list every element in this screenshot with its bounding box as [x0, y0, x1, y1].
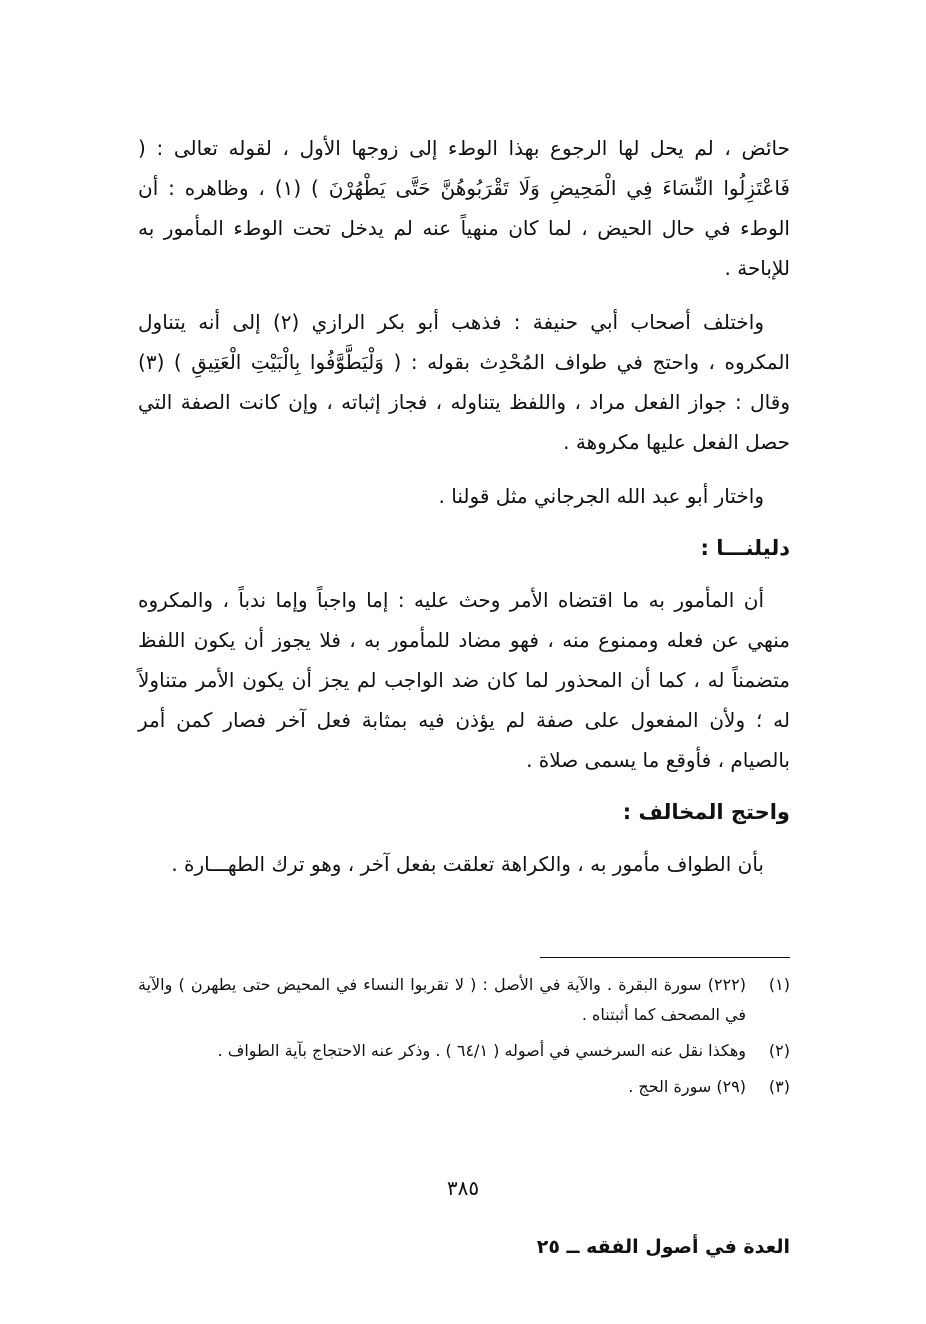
- evidence-paragraph: أن المأمور به ما اقتضاه الأمر وحث عليه : إما واجباً وإما ندباً ، والمكروه منهي عن فعله وممنوع منه ، فهو مضاد للمأمور به ، فلا يجوز أن يكون اللفظ متضمناً له ، كما أن المحذور لما كان ضد الواجب لم يجز أن يكون الأمر متناولاً له ؛ ولأن المفعول على صفة لم يؤذن فيه بمثابة فعل آخر فصار كمن أمر بالصيام ، فأوقع ما يسمى صلاة .: [138, 588, 790, 772]
- footnote-number: (١): [768, 975, 790, 994]
- footnote-text: (٢٩) سورة الحج .: [628, 1077, 746, 1096]
- footnotes: [138, 970, 790, 1108]
- opponent-paragraph: بأن الطواف مأمور به ، والكراهة تعلقت بفعل آخر ، وهو ترك الطهـــارة .: [171, 852, 764, 876]
- footnote-number: (٣): [768, 1077, 790, 1096]
- footnote-item: [138, 970, 790, 1030]
- footnote-number: (٢): [768, 1041, 790, 1060]
- heading-evidence: دليلنـــا :: [700, 536, 790, 560]
- main-text: [138, 128, 790, 898]
- paragraph-1: حائض ، لم يحل لها الرجوع بهذا الوطء إلى زوجها الأول ، لقوله تعالى : ( فَاعْتَزِلُوا النِّسَاءَ فِي الْمَحِيضِ وَلَا تَقْرَبُوهُنَّ حَتَّى يَطْهُرْنَ ) (١) ، وظاهره : أن الوطء في حال الحيض ، لما كان منهياً عنه لم يدخل تحت الوطء المأمور به للإباحة .: [138, 136, 790, 280]
- heading-opponent: واحتج المخالف :: [622, 800, 790, 824]
- paragraph-2: واختلف أصحاب أبي حنيفة : فذهب أبو بكر الرازي (٢) إلى أنه يتناول المكروه ، واحتج في طواف المُحْدِث بقوله : ( وَلْيَطَّوَّفُوا بِالْبَيْتِ الْعَتِيقِ ) (٣) وقال : جواز الفعل مراد ، واللفظ يتناوله ، فجاز إثباته ، وإن كانت الصفة التي حصل الفعل عليها مكروهة .: [138, 310, 790, 454]
- footnote-item: [138, 1072, 790, 1102]
- footnote-text: (٢٢٢) سورة البقرة . والآية في الأصل : ( لا تقربوا النساء في المحيض حتى يطهرن ) والآية في المصحف كما أثبتناه .: [138, 975, 746, 1024]
- page-number: ٣٨٥: [446, 1176, 480, 1200]
- footnote-divider: [540, 957, 790, 958]
- paragraph-3: واختار أبو عبد الله الجرجاني مثل قولنا .: [438, 484, 764, 508]
- running-footer: العدة في أصول الفقه ــ ٢٥: [536, 1236, 790, 1258]
- footnote-text: وهكذا نقل عنه السرخسي في أصوله ( ٦٤/١ ) . وذكر عنه الاحتجاج بآية الطواف .: [217, 1041, 746, 1060]
- footnote-item: [138, 1036, 790, 1066]
